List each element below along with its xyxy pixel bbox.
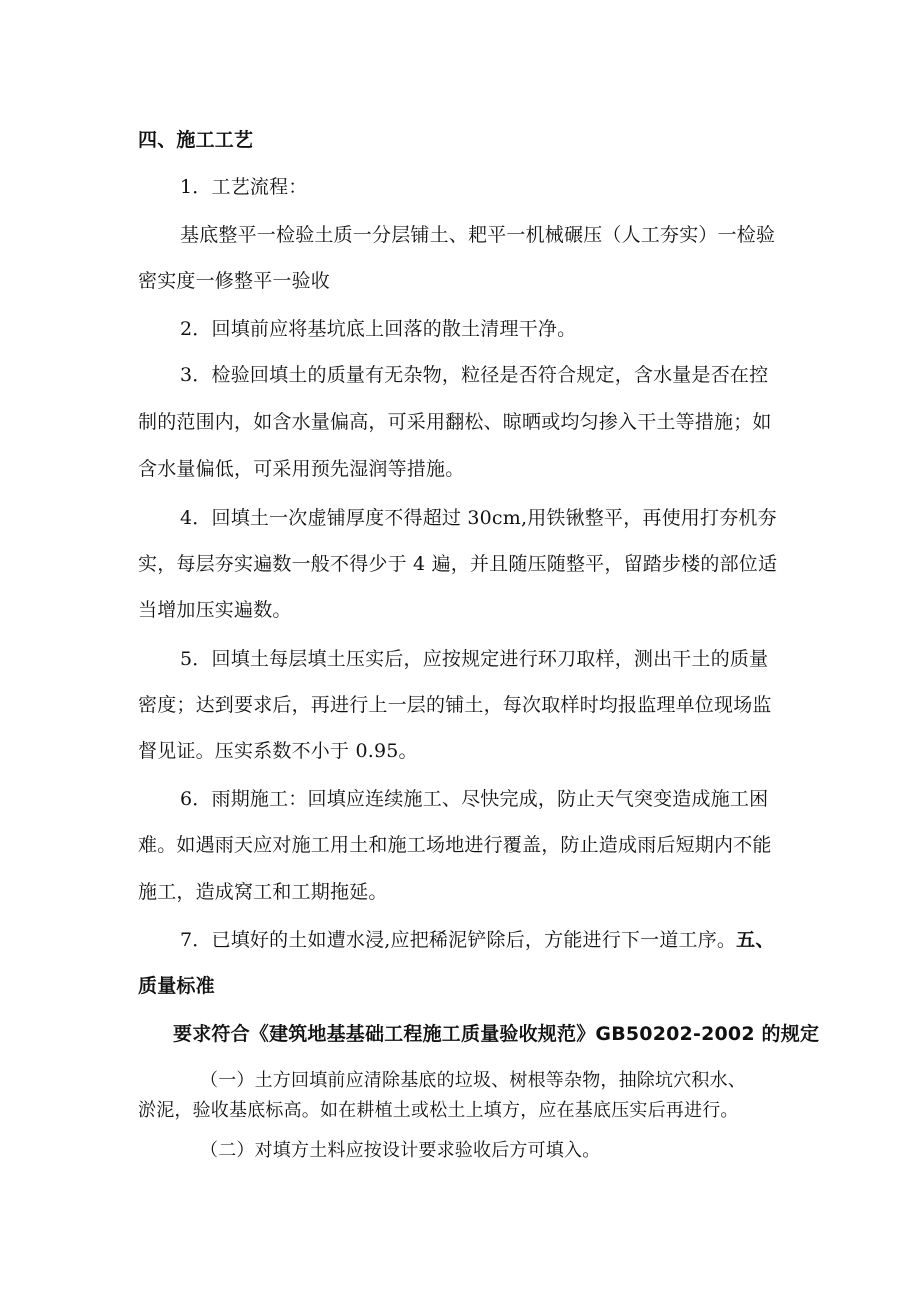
paragraph-line: 基底整平一检验土质一分层铺土、耙平一机械碾压（人工夯实）一检验: [180, 224, 776, 246]
paragraph-line: 施工，造成窝工和工期拖延。: [138, 881, 388, 903]
paragraph-line: 6．雨期施工：回填应连续施工、尽快完成，防止天气突变造成施工困: [180, 788, 769, 810]
paragraph-line: 制的范围内，如含水量偏高，可采用翻松、晾晒或均匀掺入干土等措施；如: [138, 411, 772, 433]
paragraph-line: （二）对填方土料应按设计要求验收后方可填入。: [200, 1140, 601, 1161]
paragraph-line: 5．回填土每层填土压实后，应按规定进行环刀取样，测出干土的质量: [180, 648, 769, 670]
section-5-prefix: 五、: [736, 929, 775, 951]
paragraph-line: 密实度一修整平一验收: [138, 270, 331, 292]
paragraph-line: [180, 927, 775, 953]
item-7-text: 7．已填好的土如遭水浸,应把稀泥铲除后，方能进行下一道工序。: [180, 929, 737, 951]
paragraph-line: 密度；达到要求后，再进行上一层的铺土，每次取样时均报监理单位现场监: [138, 694, 772, 716]
section-5-heading: 质量标准: [138, 975, 215, 997]
standard-requirement: 要求符合《建筑地基基础工程施工质量验收规范》GB50202-2002 的规定: [173, 1023, 820, 1045]
paragraph-line: 督见证。压实系数不小于 0.95。: [138, 740, 418, 762]
paragraph-line: 3．检验回填土的质量有无杂物，粒径是否符合规定，含水量是否在控: [180, 364, 769, 386]
paragraph-line: 难。如遇雨天应对施工用土和施工场地进行覆盖，防止造成雨后短期内不能: [138, 834, 772, 856]
paragraph-line: 当增加压实遍数。: [138, 599, 292, 621]
paragraph-line: 1．工艺流程：: [180, 176, 308, 198]
paragraph-line: （一）土方回填前应清除基底的垃圾、树根等杂物，抽除坑穴积水、: [200, 1070, 746, 1091]
paragraph-line: 4．回填土一次虚铺厚度不得超过 30cm,用铁锹整平，再使用打夯机夯: [180, 507, 777, 529]
paragraph-line: 淤泥，验收基底标高。如在耕植土或松土上填方，应在基底压实后再进行。: [138, 1100, 739, 1121]
section-4-heading: 四、施工工艺: [138, 129, 254, 151]
paragraph-line: 含水量偏低，可采用预先湿润等措施。: [138, 458, 465, 480]
paragraph-line: 实，每层夯实遍数一般不得少于 4 遍，并且随压随整平，留踏步楼的部位适: [138, 553, 778, 575]
paragraph-line: 2．回填前应将基坑底上回落的散土清理干净。: [180, 318, 577, 340]
